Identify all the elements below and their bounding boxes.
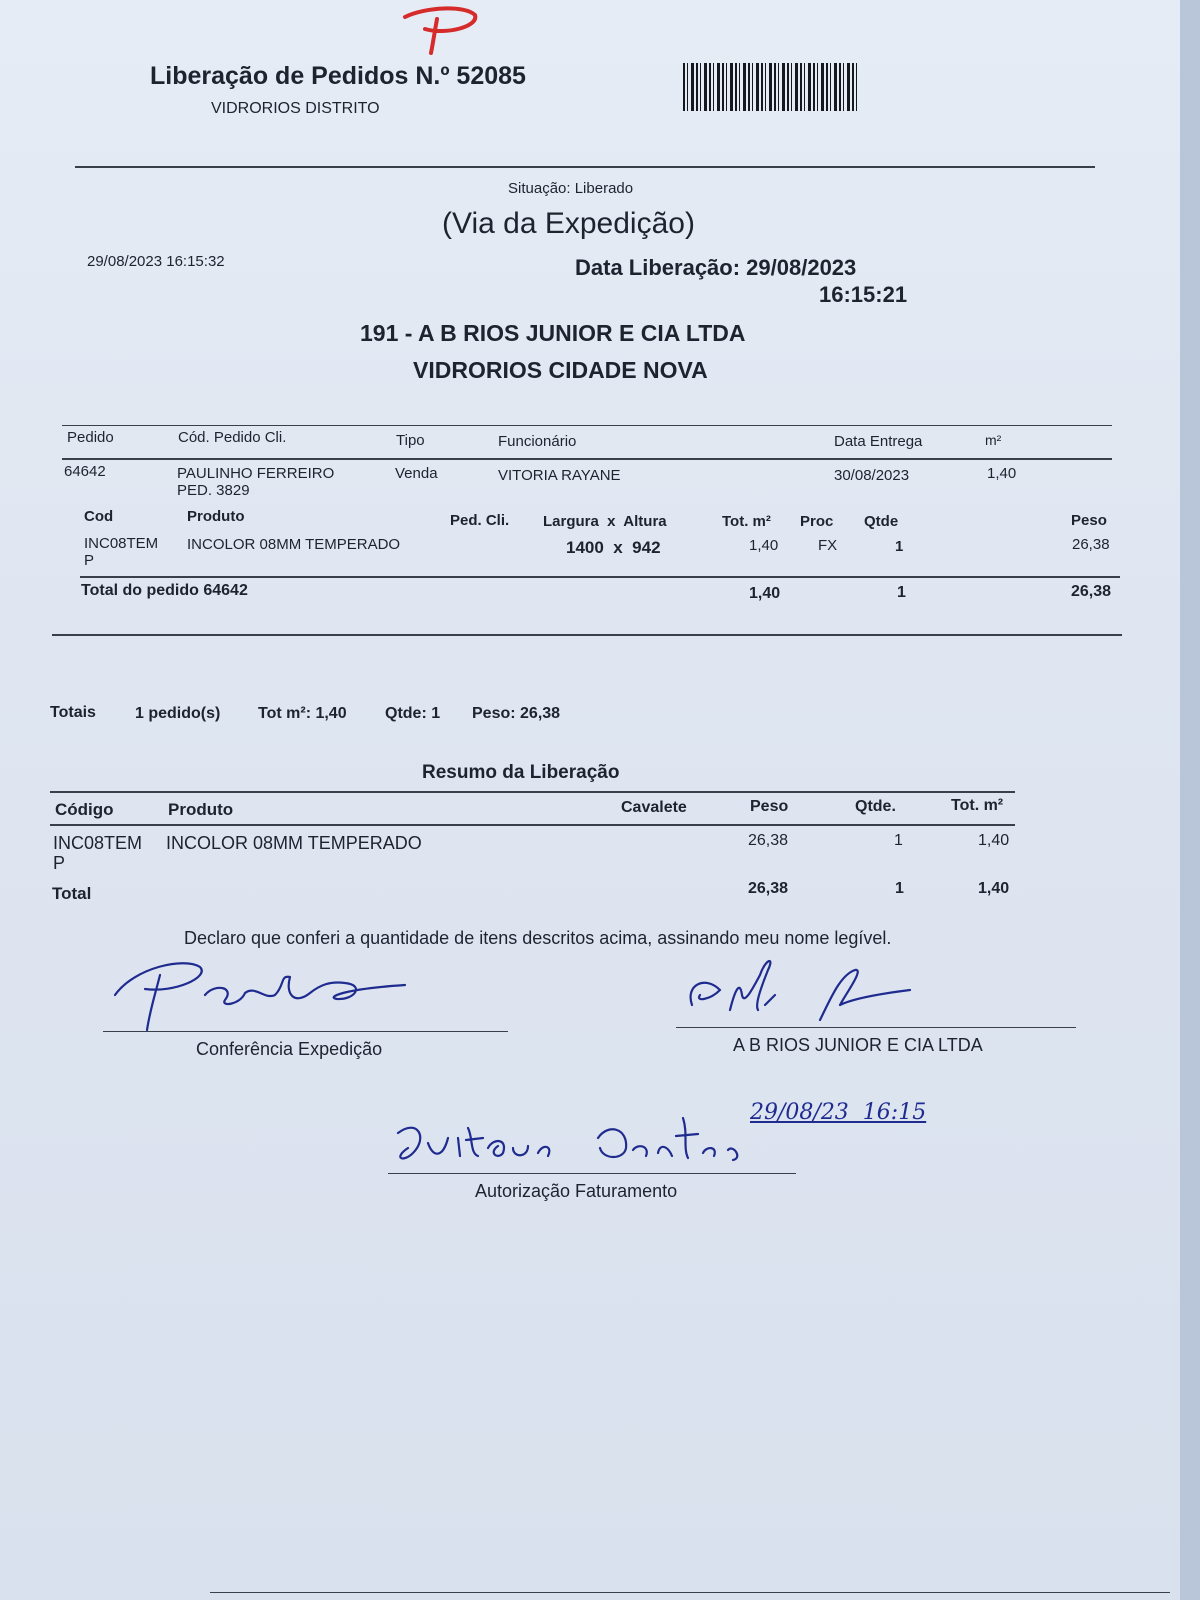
summary-row-product: INCOLOR 08MM TEMPERADO [166,833,422,853]
totals-peso: Peso: 26,38 [472,705,561,722]
barcode [683,63,860,111]
release-date: Data Liberação: 29/08/2023 [575,255,857,280]
order-total-qtde: 1 [897,584,906,601]
col-header-m2: m² [985,432,1002,448]
summary-header-produto: Produto [168,800,234,819]
item-header-qtde: Qtde [864,513,899,530]
item-proc: FX [818,537,838,554]
order-table-bottom-rule [52,634,1122,636]
item-header-dimensions: Largura x Altura [543,513,667,530]
item-header-peso: Peso [1071,512,1107,529]
summary-total-tot-m2: 1,40 [978,880,1010,897]
signature-bottom [388,1108,798,1178]
totals-qtde: Qtde: 1 [385,705,441,722]
order-employee: VITORIA RAYANE [498,467,621,484]
col-header-funcionario: Funcionário [498,433,577,450]
red-p-mark [395,5,485,55]
order-number: 64642 [64,463,106,480]
summary-header-tot-m2: Tot. m² [951,797,1004,814]
col-header-cod-pedido-cli: Cód. Pedido Cli. [178,429,287,446]
left-signature-line [103,1031,508,1032]
item-tot-m2: 1,40 [749,537,779,554]
totals-label: Totais [50,704,96,721]
col-header-pedido: Pedido [67,429,114,446]
release-time: 16:15:21 [819,282,908,307]
item-header-ped-cli: Ped. Cli. [450,512,510,529]
summary-total-peso: 26,38 [748,880,789,897]
summary-top-rule [50,791,1015,793]
summary-row-peso: 26,38 [748,832,789,849]
right-signature-label: A B RIOS JUNIOR E CIA LTDA [733,1035,983,1055]
item-header-cod: Cod [84,508,114,525]
summary-total-label: Total [52,884,92,903]
col-header-data-entrega: Data Entrega [834,433,923,450]
order-total-peso: 26,38 [1071,583,1112,600]
summary-row-code: INC08TEM [53,833,143,853]
item-product: INCOLOR 08MM TEMPERADO [187,536,401,553]
summary-row-qtde: 1 [894,832,903,849]
left-signature-label: Conferência Expedição [196,1039,383,1059]
right-signature-line [676,1027,1076,1028]
item-dimensions: 1400 x 942 [566,538,661,557]
item-peso: 26,38 [1072,536,1110,553]
summary-header-cavalete: Cavalete [621,799,687,816]
col-header-tipo: Tipo [396,432,425,449]
order-table-top-rule [62,425,1112,426]
order-table-header-rule [62,458,1112,460]
summary-header-codigo: Código [55,800,114,819]
order-client-code-line2: PED. 3829 [177,482,250,499]
via-label: (Via da Expedição) [442,207,695,240]
summary-row-tot-m2: 1,40 [978,832,1010,849]
item-code-line2: P [84,552,95,569]
client-name: 191 - A B RIOS JUNIOR E CIA LTDA [360,320,746,346]
summary-title: Resumo da Liberação [422,762,620,783]
client-branch: VIDRORIOS CIDADE NOVA [413,357,708,383]
sheet-edge [1180,0,1200,1600]
summary-header-peso: Peso [750,798,789,815]
page-footer-rule [210,1592,1170,1593]
order-client-code: PAULINHO FERREIRO [177,465,335,482]
summary-total-qtde: 1 [895,880,904,897]
order-total-label: Total do pedido 64642 [81,582,248,599]
totals-orders: 1 pedido(s) [135,705,221,722]
totals-m2: Tot m²: 1,40 [258,705,347,722]
company-name: VIDRORIOS DISTRITO [211,100,380,117]
item-header-proc: Proc [800,513,834,530]
declaration-text: Declaro que conferi a quantidade de itens descritos acima, assinando meu nome legível. [184,928,892,948]
document-title: Liberação de Pedidos N.º 52085 [150,62,526,90]
order-type: Venda [395,465,438,482]
signature-left [105,955,425,1035]
header-divider [75,166,1095,168]
summary-header-qtde: Qtde. [855,798,896,815]
item-header-tot-m2: Tot. m² [722,513,771,530]
printed-timestamp: 29/08/2023 16:15:32 [87,253,225,270]
order-total-m2: 1,40 [749,585,781,602]
order-total-rule [80,576,1120,578]
summary-row-code-line2: P [53,853,66,873]
item-header-produto: Produto [187,508,245,525]
bottom-signature-label: Autorização Faturamento [475,1181,678,1201]
summary-header-rule [50,824,1015,826]
order-m2: 1,40 [987,465,1017,482]
bottom-signature-line [388,1173,796,1174]
item-code: INC08TEM [84,535,159,552]
item-qtde: 1 [895,538,904,555]
status-text: Situação: Liberado [508,180,634,197]
order-delivery-date: 30/08/2023 [834,467,910,484]
handwritten-date: 29/08/23 16:15 [750,1100,927,1125]
